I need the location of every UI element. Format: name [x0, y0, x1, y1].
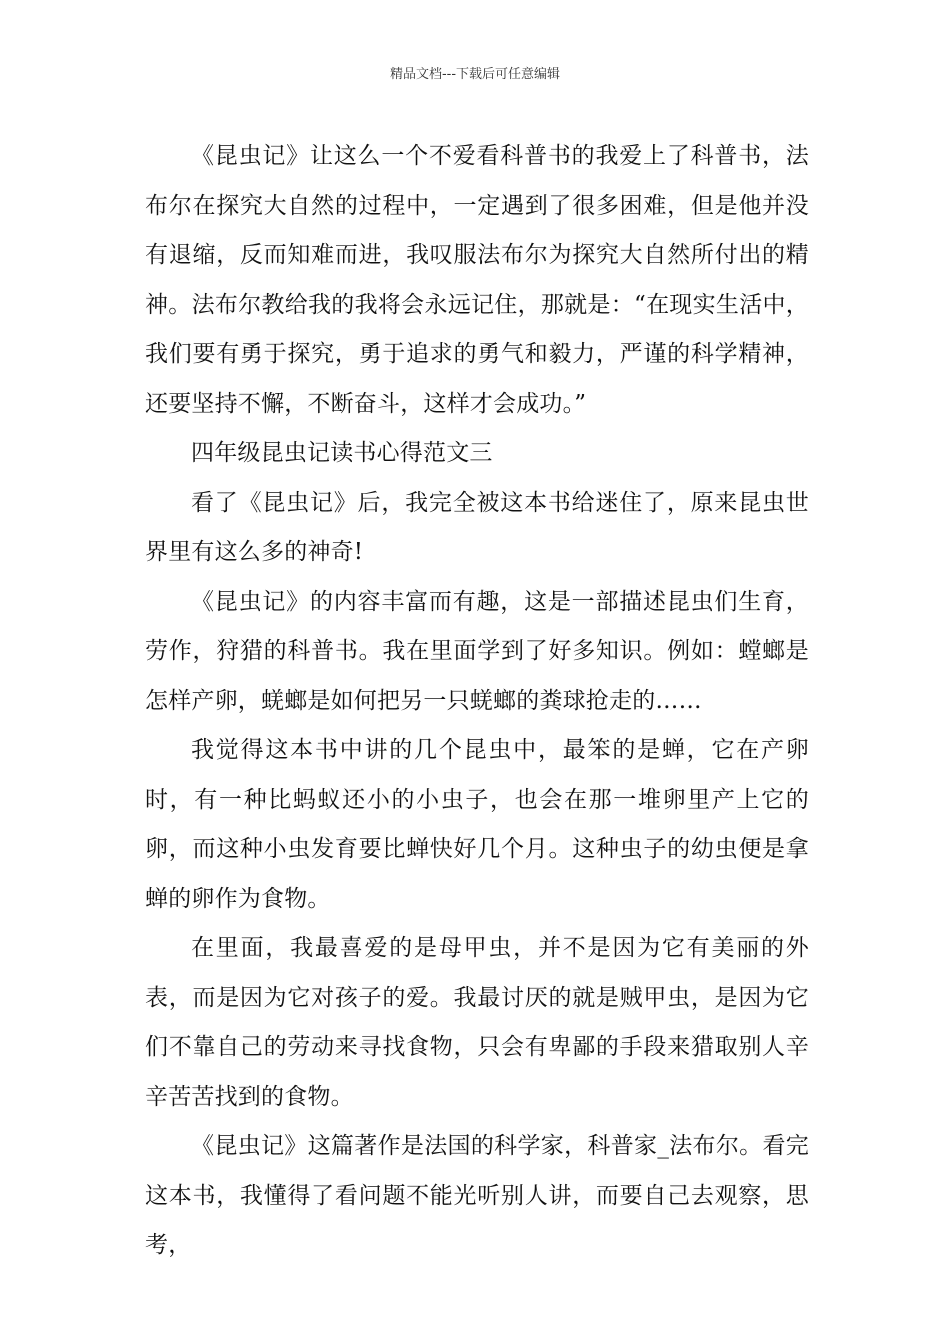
paragraph-3: 《昆虫记》的内容丰富而有趣，这是一部描述昆虫们生育，劳作，狩猎的科普书。我在里面学到了好多知识。例如：螳螂是怎样产卵，蜣螂是如何把另一只蜣螂的粪球抢走的……: [145, 588, 809, 714]
paragraph-4: 我觉得这本书中讲的几个昆虫中，最笨的是蝉，它在产卵时，有一种比蚂蚁还小的小虫子，也会在那一堆卵里产上它的卵，而这种小虫发育要比蝉快好几个月。这种虫子的幼虫便是拿蝉的卵作为食物。: [145, 737, 809, 912]
section-heading: 四年级昆虫记读书心得范文三: [191, 440, 493, 466]
page-header: 精品文档---下载后可任意编辑: [389, 67, 561, 82]
paragraph-6: 《昆虫记》这篇著作是法国的科学家，科普家_法布尔。看完这本书，我懂得了看问题不能光听别人讲，而要自己去观察，思考，: [145, 1133, 809, 1258]
paragraph-1: 《昆虫记》让这么一个不爱看科普书的我爱上了科普书，法布尔在探究大自然的过程中，一定遇到了很多困难，但是他并没有退缩，反而知难而进，我叹服法布尔为探究大自然所付出的精神。法布尔教给我的我将会永远记住，那就是：“在现实生活中，我们要有勇于探究，勇于追求的勇气和毅力，严谨的科学精神，还要坚持不懈，不断奋斗，这样才会成功。”: [145, 143, 809, 417]
paragraph-2: 看了《昆虫记》后，我完全被这本书给迷住了，原来昆虫世界里有这么多的神奇!: [145, 489, 809, 565]
document-body: [145, 132, 809, 1271]
paragraph-5: 在里面，我最喜爱的是母甲虫，并不是因为它有美丽的外表，而是因为它对孩子的爱。我最讨厌的就是贼甲虫，是因为它们不靠自己的劳动来寻找食物，只会有卑鄙的手段来猎取别人辛辛苦苦找到的食物。: [145, 935, 809, 1110]
